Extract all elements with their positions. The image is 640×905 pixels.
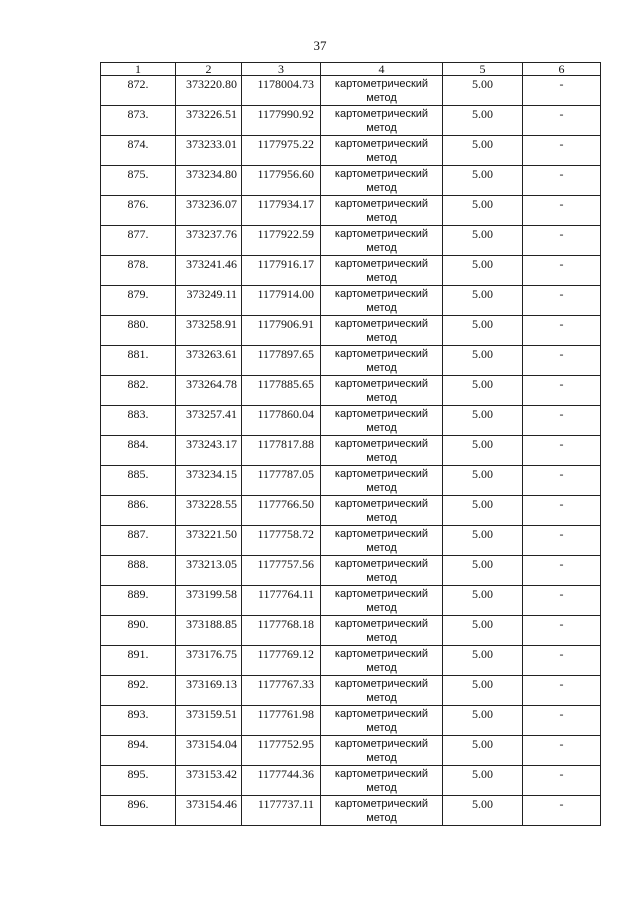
y-coordinate-cell: 1177922.59 xyxy=(242,226,321,256)
accuracy-cell: 5.00 xyxy=(443,526,523,556)
y-coordinate-cell: 1177897.65 xyxy=(242,346,321,376)
method-line-1: картометрический xyxy=(334,708,429,720)
y-coordinate-cell: 1177914.00 xyxy=(242,286,321,316)
x-coordinate-cell: 373236.07 xyxy=(176,196,242,226)
method-line-1: картометрический xyxy=(334,648,429,660)
method-line-2: метод xyxy=(366,422,397,434)
method-line-2: метод xyxy=(366,362,397,374)
note-cell: - xyxy=(523,376,601,406)
note-cell: - xyxy=(523,406,601,436)
method-line-2: метод xyxy=(366,182,397,194)
x-coordinate-cell: 373241.46 xyxy=(176,256,242,286)
method-line-1: картометрический xyxy=(334,228,429,240)
method-cell xyxy=(321,76,443,106)
header-col-3: 3 xyxy=(242,63,321,76)
accuracy-cell: 5.00 xyxy=(443,766,523,796)
table-row xyxy=(101,76,601,106)
header-col-4: 4 xyxy=(321,63,443,76)
note-cell: - xyxy=(523,76,601,106)
note-cell: - xyxy=(523,286,601,316)
note-cell: - xyxy=(523,346,601,376)
note-cell: - xyxy=(523,436,601,466)
note-cell: - xyxy=(523,616,601,646)
y-coordinate-cell: 1177817.88 xyxy=(242,436,321,466)
method-line-2: метод xyxy=(366,122,397,134)
x-coordinate-cell: 373234.80 xyxy=(176,166,242,196)
y-coordinate-cell: 1177860.04 xyxy=(242,406,321,436)
y-coordinate-cell: 1177757.56 xyxy=(242,556,321,586)
accuracy-cell: 5.00 xyxy=(443,436,523,466)
method-line-2: метод xyxy=(366,572,397,584)
method-cell xyxy=(321,646,443,676)
table-body xyxy=(101,76,601,826)
x-coordinate-cell: 373263.61 xyxy=(176,346,242,376)
y-coordinate-cell: 1177764.11 xyxy=(242,586,321,616)
table-header-row xyxy=(101,63,601,76)
accuracy-cell: 5.00 xyxy=(443,586,523,616)
point-number-cell: 895. xyxy=(101,766,176,796)
note-cell: - xyxy=(523,646,601,676)
method-line-2: метод xyxy=(366,632,397,644)
accuracy-cell: 5.00 xyxy=(443,346,523,376)
point-number-cell: 887. xyxy=(101,526,176,556)
point-number-cell: 877. xyxy=(101,226,176,256)
method-line-2: метод xyxy=(366,302,397,314)
table-row xyxy=(101,796,601,826)
method-line-1: картометрический xyxy=(334,378,429,390)
method-cell xyxy=(321,286,443,316)
table-row xyxy=(101,136,601,166)
method-cell xyxy=(321,436,443,466)
x-coordinate-cell: 373264.78 xyxy=(176,376,242,406)
point-number-cell: 873. xyxy=(101,106,176,136)
x-coordinate-cell: 373154.46 xyxy=(176,796,242,826)
x-coordinate-cell: 373220.80 xyxy=(176,76,242,106)
y-coordinate-cell: 1177934.17 xyxy=(242,196,321,226)
method-line-2: метод xyxy=(366,92,397,104)
method-line-1: картометрический xyxy=(334,78,429,90)
point-number-cell: 894. xyxy=(101,736,176,766)
point-number-cell: 891. xyxy=(101,646,176,676)
method-cell xyxy=(321,706,443,736)
method-cell xyxy=(321,676,443,706)
table-row xyxy=(101,646,601,676)
method-line-1: картометрический xyxy=(334,288,429,300)
point-number-cell: 884. xyxy=(101,436,176,466)
method-line-2: метод xyxy=(366,752,397,764)
note-cell: - xyxy=(523,586,601,616)
x-coordinate-cell: 373228.55 xyxy=(176,496,242,526)
accuracy-cell: 5.00 xyxy=(443,706,523,736)
y-coordinate-cell: 1177787.05 xyxy=(242,466,321,496)
note-cell: - xyxy=(523,796,601,826)
y-coordinate-cell: 1177885.65 xyxy=(242,376,321,406)
method-cell xyxy=(321,226,443,256)
y-coordinate-cell: 1177975.22 xyxy=(242,136,321,166)
y-coordinate-cell: 1177769.12 xyxy=(242,646,321,676)
table-row xyxy=(101,226,601,256)
header-col-5: 5 xyxy=(443,63,523,76)
method-line-1: картометрический xyxy=(334,618,429,630)
accuracy-cell: 5.00 xyxy=(443,316,523,346)
table-row xyxy=(101,556,601,586)
method-line-1: картометрический xyxy=(334,108,429,120)
method-line-2: метод xyxy=(366,722,397,734)
table-row xyxy=(101,376,601,406)
note-cell: - xyxy=(523,766,601,796)
accuracy-cell: 5.00 xyxy=(443,466,523,496)
method-line-2: метод xyxy=(366,212,397,224)
method-line-2: метод xyxy=(366,812,397,824)
method-line-1: картометрический xyxy=(334,558,429,570)
x-coordinate-cell: 373188.85 xyxy=(176,616,242,646)
method-cell xyxy=(321,346,443,376)
y-coordinate-cell: 1177752.95 xyxy=(242,736,321,766)
table-row xyxy=(101,676,601,706)
accuracy-cell: 5.00 xyxy=(443,376,523,406)
method-line-1: картометрический xyxy=(334,768,429,780)
method-line-1: картометрический xyxy=(334,498,429,510)
header-col-2: 2 xyxy=(176,63,242,76)
x-coordinate-cell: 373257.41 xyxy=(176,406,242,436)
point-number-cell: 879. xyxy=(101,286,176,316)
accuracy-cell: 5.00 xyxy=(443,556,523,586)
method-line-2: метод xyxy=(366,242,397,254)
method-line-1: картометрический xyxy=(334,138,429,150)
y-coordinate-cell: 1177737.11 xyxy=(242,796,321,826)
accuracy-cell: 5.00 xyxy=(443,106,523,136)
method-line-2: метод xyxy=(366,662,397,674)
y-coordinate-cell: 1177761.98 xyxy=(242,706,321,736)
method-cell xyxy=(321,796,443,826)
accuracy-cell: 5.00 xyxy=(443,166,523,196)
note-cell: - xyxy=(523,526,601,556)
header-col-6: 6 xyxy=(523,63,601,76)
x-coordinate-cell: 373154.04 xyxy=(176,736,242,766)
x-coordinate-cell: 373233.01 xyxy=(176,136,242,166)
x-coordinate-cell: 373176.75 xyxy=(176,646,242,676)
method-line-2: метод xyxy=(366,482,397,494)
accuracy-cell: 5.00 xyxy=(443,676,523,706)
method-line-2: метод xyxy=(366,512,397,524)
note-cell: - xyxy=(523,256,601,286)
note-cell: - xyxy=(523,676,601,706)
point-number-cell: 874. xyxy=(101,136,176,166)
point-number-cell: 882. xyxy=(101,376,176,406)
table-row xyxy=(101,196,601,226)
method-cell xyxy=(321,196,443,226)
note-cell: - xyxy=(523,706,601,736)
table-row xyxy=(101,106,601,136)
x-coordinate-cell: 373249.11 xyxy=(176,286,242,316)
accuracy-cell: 5.00 xyxy=(443,136,523,166)
accuracy-cell: 5.00 xyxy=(443,496,523,526)
table-row xyxy=(101,736,601,766)
method-cell xyxy=(321,166,443,196)
method-cell xyxy=(321,136,443,166)
method-line-1: картометрический xyxy=(334,168,429,180)
method-line-1: картометрический xyxy=(334,588,429,600)
table-row xyxy=(101,466,601,496)
method-line-2: метод xyxy=(366,272,397,284)
method-cell xyxy=(321,256,443,286)
x-coordinate-cell: 373226.51 xyxy=(176,106,242,136)
method-line-2: метод xyxy=(366,152,397,164)
point-number-cell: 878. xyxy=(101,256,176,286)
table-row xyxy=(101,406,601,436)
method-cell xyxy=(321,316,443,346)
method-line-1: картометрический xyxy=(334,318,429,330)
method-cell xyxy=(321,406,443,436)
point-number-cell: 876. xyxy=(101,196,176,226)
point-number-cell: 885. xyxy=(101,466,176,496)
accuracy-cell: 5.00 xyxy=(443,616,523,646)
table-row xyxy=(101,766,601,796)
x-coordinate-cell: 373213.05 xyxy=(176,556,242,586)
method-line-1: картометрический xyxy=(334,678,429,690)
method-line-2: метод xyxy=(366,782,397,794)
method-line-1: картометрический xyxy=(334,798,429,810)
x-coordinate-cell: 373159.51 xyxy=(176,706,242,736)
accuracy-cell: 5.00 xyxy=(443,226,523,256)
note-cell: - xyxy=(523,736,601,766)
point-number-cell: 872. xyxy=(101,76,176,106)
table-row xyxy=(101,586,601,616)
point-number-cell: 888. xyxy=(101,556,176,586)
x-coordinate-cell: 373221.50 xyxy=(176,526,242,556)
note-cell: - xyxy=(523,316,601,346)
y-coordinate-cell: 1177990.92 xyxy=(242,106,321,136)
point-number-cell: 883. xyxy=(101,406,176,436)
accuracy-cell: 5.00 xyxy=(443,286,523,316)
point-number-cell: 892. xyxy=(101,676,176,706)
table-row xyxy=(101,616,601,646)
accuracy-cell: 5.00 xyxy=(443,76,523,106)
table-row xyxy=(101,166,601,196)
y-coordinate-cell: 1178004.73 xyxy=(242,76,321,106)
table-row xyxy=(101,526,601,556)
x-coordinate-cell: 373199.58 xyxy=(176,586,242,616)
method-cell xyxy=(321,556,443,586)
method-line-1: картометрический xyxy=(334,258,429,270)
header-col-1: 1 xyxy=(101,63,176,76)
x-coordinate-cell: 373153.42 xyxy=(176,766,242,796)
point-number-cell: 890. xyxy=(101,616,176,646)
accuracy-cell: 5.00 xyxy=(443,196,523,226)
method-line-1: картометрический xyxy=(334,528,429,540)
method-line-1: картометрический xyxy=(334,738,429,750)
method-line-1: картометрический xyxy=(334,408,429,420)
y-coordinate-cell: 1177758.72 xyxy=(242,526,321,556)
table-row xyxy=(101,346,601,376)
page-number: 37 xyxy=(313,38,327,53)
method-line-2: метод xyxy=(366,692,397,704)
note-cell: - xyxy=(523,166,601,196)
accuracy-cell: 5.00 xyxy=(443,736,523,766)
note-cell: - xyxy=(523,556,601,586)
point-number-cell: 893. xyxy=(101,706,176,736)
method-line-1: картометрический xyxy=(334,348,429,360)
table-row xyxy=(101,436,601,466)
coordinates-table xyxy=(100,62,601,826)
accuracy-cell: 5.00 xyxy=(443,796,523,826)
method-cell xyxy=(321,586,443,616)
y-coordinate-cell: 1177906.91 xyxy=(242,316,321,346)
x-coordinate-cell: 373258.91 xyxy=(176,316,242,346)
point-number-cell: 889. xyxy=(101,586,176,616)
point-number-cell: 880. xyxy=(101,316,176,346)
method-line-1: картометрический xyxy=(334,198,429,210)
note-cell: - xyxy=(523,196,601,226)
y-coordinate-cell: 1177956.60 xyxy=(242,166,321,196)
x-coordinate-cell: 373169.13 xyxy=(176,676,242,706)
note-cell: - xyxy=(523,106,601,136)
method-line-2: метод xyxy=(366,542,397,554)
method-line-2: метод xyxy=(366,452,397,464)
method-cell xyxy=(321,466,443,496)
method-cell xyxy=(321,766,443,796)
method-line-2: метод xyxy=(366,332,397,344)
x-coordinate-cell: 373243.17 xyxy=(176,436,242,466)
note-cell: - xyxy=(523,496,601,526)
method-cell xyxy=(321,526,443,556)
method-cell xyxy=(321,106,443,136)
point-number-cell: 886. xyxy=(101,496,176,526)
accuracy-cell: 5.00 xyxy=(443,646,523,676)
method-cell xyxy=(321,496,443,526)
point-number-cell: 896. xyxy=(101,796,176,826)
table-row xyxy=(101,286,601,316)
method-cell xyxy=(321,376,443,406)
method-cell xyxy=(321,616,443,646)
method-line-1: картометрический xyxy=(334,468,429,480)
table-row xyxy=(101,316,601,346)
y-coordinate-cell: 1177768.18 xyxy=(242,616,321,646)
point-number-cell: 881. xyxy=(101,346,176,376)
note-cell: - xyxy=(523,226,601,256)
table-row xyxy=(101,706,601,736)
method-cell xyxy=(321,736,443,766)
accuracy-cell: 5.00 xyxy=(443,256,523,286)
method-line-2: метод xyxy=(366,602,397,614)
y-coordinate-cell: 1177916.17 xyxy=(242,256,321,286)
method-line-1: картометрический xyxy=(334,438,429,450)
note-cell: - xyxy=(523,466,601,496)
point-number-cell: 875. xyxy=(101,166,176,196)
method-line-2: метод xyxy=(366,392,397,404)
y-coordinate-cell: 1177766.50 xyxy=(242,496,321,526)
table-row xyxy=(101,256,601,286)
note-cell: - xyxy=(523,136,601,166)
table-row xyxy=(101,496,601,526)
accuracy-cell: 5.00 xyxy=(443,406,523,436)
x-coordinate-cell: 373237.76 xyxy=(176,226,242,256)
y-coordinate-cell: 1177767.33 xyxy=(242,676,321,706)
x-coordinate-cell: 373234.15 xyxy=(176,466,242,496)
y-coordinate-cell: 1177744.36 xyxy=(242,766,321,796)
